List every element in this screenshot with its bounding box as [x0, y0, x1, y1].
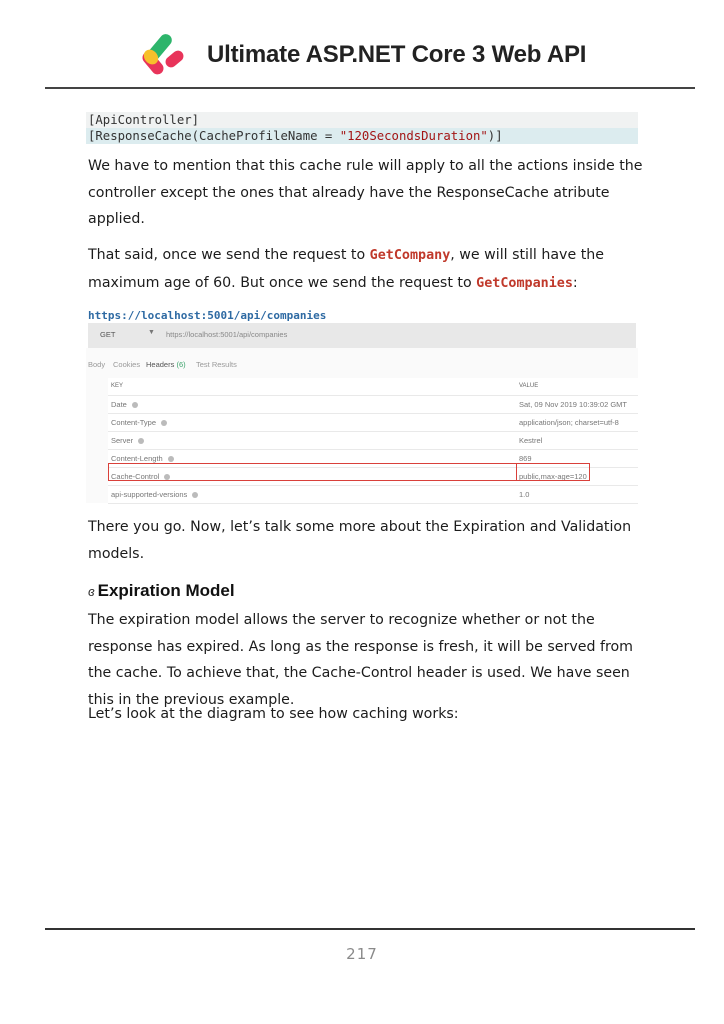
tab-label: Headers	[146, 360, 175, 369]
header-value: Sat, 09 Nov 2019 10:39:02 GMT	[519, 400, 627, 409]
logo-icon	[140, 30, 190, 80]
code-line	[86, 128, 638, 144]
info-icon[interactable]	[168, 456, 174, 462]
table-row	[108, 432, 638, 450]
tab-cookies[interactable]: Cookies	[113, 360, 141, 369]
table-row	[108, 486, 638, 504]
book-title: Ultimate ASP.NET Core 3 Web API	[207, 41, 587, 68]
key-text: Server	[111, 436, 134, 445]
header-key	[111, 418, 167, 427]
text: :	[572, 274, 578, 291]
header-key	[111, 436, 144, 445]
code-string: "120SecondsDuration"	[339, 129, 488, 143]
info-icon[interactable]	[192, 492, 198, 498]
inline-code-getcompanies: GetCompanies	[476, 275, 573, 291]
footer-divider	[45, 928, 695, 930]
table-row	[108, 414, 638, 432]
page-number: 217	[346, 945, 378, 963]
header-key	[111, 454, 174, 463]
code-text: )]	[487, 129, 503, 143]
bullet-icon: ɞ	[88, 584, 95, 599]
header-key	[111, 400, 138, 409]
code-text: [ResponseCache(CacheProfileName =	[88, 129, 340, 143]
headers-table	[108, 378, 638, 504]
header-value: 869	[519, 454, 532, 463]
page-header	[0, 0, 724, 92]
request-bar	[88, 323, 636, 348]
header-divider	[45, 87, 695, 89]
method-select[interactable]: GET	[100, 330, 116, 339]
header-value: 1.0	[519, 490, 530, 499]
text: That said, once we send the request to	[88, 247, 370, 263]
key-text: Content-Length	[111, 454, 163, 463]
header-value: public,max-age=120	[519, 472, 587, 481]
key-text: Cache-Control	[111, 472, 160, 481]
column-header-value: VALUE	[519, 383, 539, 389]
tab-headers[interactable]	[146, 360, 186, 369]
column-header-key: KEY	[111, 383, 124, 389]
key-text: Date	[111, 400, 127, 409]
paragraph-there-you-go: There you go. Now, let’s talk some more about the Expiration and Validation models.	[88, 519, 632, 562]
postman-screenshot	[86, 323, 638, 503]
tab-body[interactable]: Body	[88, 360, 106, 369]
tab-test-results[interactable]: Test Results	[196, 360, 237, 369]
request-url-input[interactable]: https://localhost:5001/api/companies	[166, 330, 288, 339]
key-text: Content-Type	[111, 418, 157, 427]
info-icon[interactable]	[138, 438, 144, 444]
paragraph-cache-rule: We have to mention that this cache rule will apply to all the actions inside the controller except the ones that already have the ResponseCache atribute applied.	[88, 158, 643, 227]
table-row	[108, 396, 638, 414]
key-text: api-supported-versions	[111, 490, 188, 499]
text: , we will still have the maximum age of 60. But once we send the request to	[88, 247, 604, 291]
header-key	[111, 490, 198, 499]
heading-text: Expiration Model	[97, 581, 235, 600]
table-header-row	[108, 378, 638, 396]
header-value: Kestrel	[519, 436, 543, 445]
section-heading	[88, 581, 235, 601]
inline-code-getcompany: GetCompany	[369, 248, 451, 263]
info-icon[interactable]	[132, 402, 138, 408]
code-block	[86, 112, 638, 144]
paragraph-expiration-model: The expiration model allows the server to recognize whether or not the response has expired. As long as the response is fresh, it will be served from the cache. To achieve that, the Cache-Control header is used. We have seen this in the previous example.	[88, 612, 634, 708]
header-value: application/json; charset=utf-8	[519, 418, 619, 427]
header-count: (6)	[176, 360, 186, 369]
code-line: [ApiController]	[86, 112, 638, 128]
paragraph-request	[88, 242, 644, 297]
highlight-box-value	[516, 463, 590, 481]
info-icon[interactable]	[161, 420, 167, 426]
chevron-down-icon[interactable]: ▼	[148, 329, 155, 336]
url-label: https://localhost:5001/api/companies	[88, 309, 327, 322]
paragraph-diagram-intro: Let’s look at the diagram to see how caching works:	[88, 706, 459, 722]
